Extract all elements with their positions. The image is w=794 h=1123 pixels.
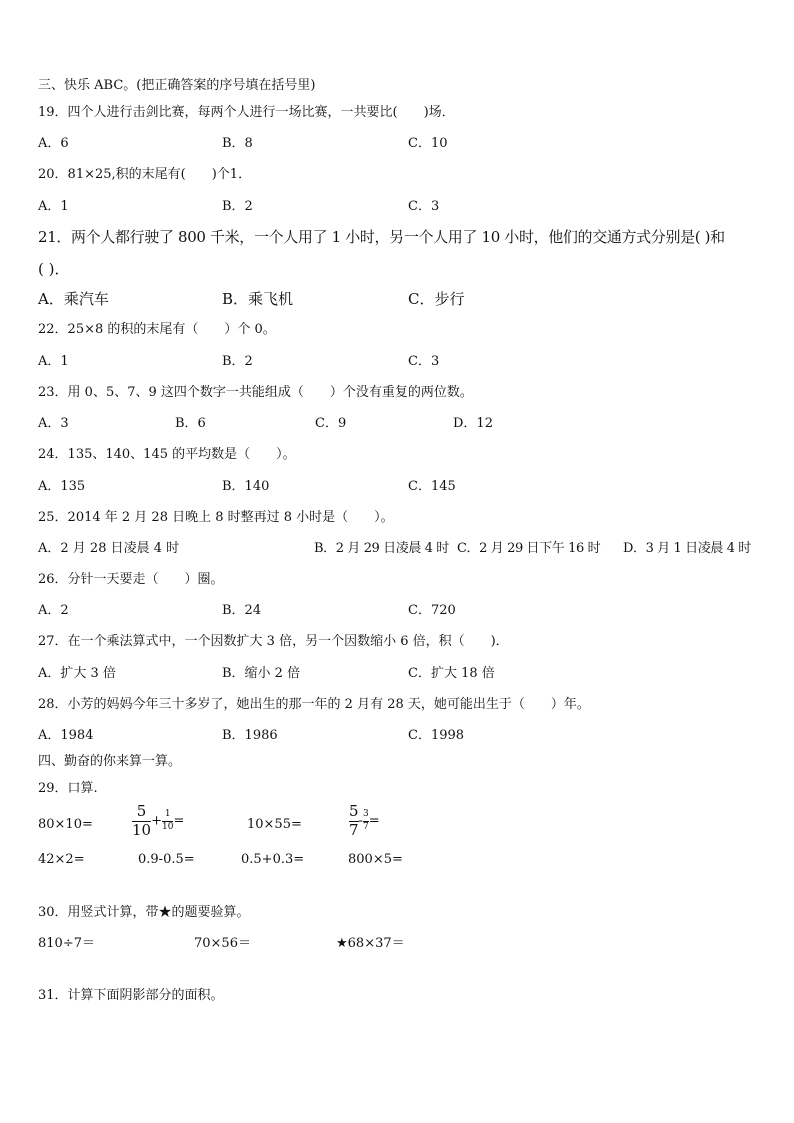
question-23-option-c: C．9 — [315, 416, 347, 431]
question-19-stem: 19．四个人进行击剑比赛，每两个人进行一场比赛，一共要比( )场． — [38, 105, 455, 120]
oral-calc-800x5: 800×5= — [348, 852, 403, 867]
question-28-option-b: B．1986 — [222, 728, 278, 743]
vertical-calc-810div7: 810÷7＝ — [38, 936, 95, 951]
question-22-stem: 22．25×8 的积的末尾有（ ）个 0。 — [38, 322, 276, 337]
question-23-option-d: D．12 — [453, 416, 493, 431]
question-24-option-a: A．135 — [38, 479, 86, 494]
oral-calc-0.5+0.3: 0.5+0.3= — [241, 852, 305, 867]
section-4-title: 四、勤奋的你来算一算。 — [38, 754, 182, 769]
question-31-stem: 31．计算下面阴影部分的面积。 — [38, 988, 224, 1003]
question-20-stem: 20．81×25,积的末尾有( )个1． — [38, 167, 252, 182]
question-19-option-a: A．6 — [38, 136, 69, 151]
question-25-option-b: B．2 月 29 日凌晨 4 时 — [314, 541, 449, 556]
question-30-stem: 30．用竖式计算，带★的题要验算。 — [38, 905, 250, 920]
question-24-option-c: C．145 — [408, 479, 456, 494]
question-24-option-b: B．140 — [222, 479, 270, 494]
question-26-option-a: A．2 — [38, 603, 69, 618]
question-22-option-c: C．3 — [408, 354, 440, 369]
question-21-option-a: A．乘汽车 — [38, 290, 109, 308]
oral-calc-80x10: 80×10= — [38, 817, 93, 832]
question-19-option-c: C．10 — [408, 136, 448, 151]
question-21-option-b: B．乘飞机 — [222, 290, 294, 308]
question-21-stem: 21．两个人都行驶了 800 千米，一个人用了 1 小时，另一个人用了 10 小时，他们的交通方式分别是( )和 — [38, 228, 725, 246]
question-26-option-c: C．720 — [408, 603, 456, 618]
vertical-calc-70x56: 70×56＝ — [194, 936, 251, 951]
question-20-option-c: C．3 — [408, 199, 440, 214]
question-27-stem: 27．在一个乘法算式中，一个因数扩大 3 倍，另一个因数缩小 6 倍，积（ )． — [38, 634, 509, 649]
question-23-option-a: A．3 — [38, 416, 69, 431]
oral-calc-fraction-difference: $\frac{5}{7}$ - $\frac{3}{7}$ = — [349, 802, 380, 839]
oral-calc-0.9-0.5: 0.9-0.5= — [138, 852, 195, 867]
question-22-option-a: A．1 — [38, 354, 69, 369]
vertical-calc-68x37-star: ★68×37＝ — [336, 936, 405, 951]
question-19-option-b: B．8 — [222, 136, 253, 151]
fraction-1-10: $\frac{1}{10}$ — [162, 809, 174, 832]
question-25-stem: 25．2014 年 2 月 28 日晚上 8 时整再过 8 小时是（ ）。 — [38, 510, 394, 525]
question-28-option-c: C．1998 — [408, 728, 465, 743]
question-23-option-b: B．6 — [175, 416, 206, 431]
fraction-5-7: $\frac{5}{7}$ — [349, 802, 359, 839]
question-23-stem: 23．用 0、5、7、9 这四个数字一共能组成（ ）个没有重复的两位数。 — [38, 385, 473, 400]
question-26-stem: 26．分针一天要走（ ）圈。 — [38, 572, 224, 587]
question-20-option-a: A．1 — [38, 199, 69, 214]
question-28-stem: 28．小芳的妈妈今年三十多岁了，她出生的那一年的 2 月有 28 天，她可能出生于（ ）年。 — [38, 697, 590, 712]
question-27-option-c: C．扩大 18 倍 — [408, 666, 495, 681]
question-25-option-a: A．2 月 28 日凌晨 4 时 — [38, 541, 180, 556]
question-28-option-a: A．1984 — [38, 728, 94, 743]
question-29-stem: 29．口算. — [38, 781, 98, 796]
question-27-option-a: A．扩大 3 倍 — [38, 666, 116, 681]
fraction-3-7: $\frac{3}{7}$ — [362, 809, 369, 832]
fraction-5-10: $\frac{5}{10}$ — [132, 802, 152, 839]
oral-calc-42x2: 42×2= — [38, 852, 85, 867]
question-22-option-b: B．2 — [222, 354, 253, 369]
question-26-option-b: B．24 — [222, 603, 262, 618]
section-3-title: 三、快乐 ABC。(把正确答案的序号填在括号里) — [38, 78, 316, 93]
question-20-option-b: B．2 — [222, 199, 253, 214]
question-21-option-c: C．步行 — [408, 290, 465, 308]
question-27-option-b: B．缩小 2 倍 — [222, 666, 301, 681]
oral-calc-fraction-sum: $\frac{5}{10}$ + $\frac{1}{10}$ = — [132, 802, 185, 839]
oral-calc-10x55: 10×55= — [247, 817, 302, 832]
question-24-stem: 24．135、140、145 的平均数是（ ）。 — [38, 447, 296, 462]
question-25-option-d: D．3 月 1 日凌晨 4 时 — [623, 541, 751, 556]
question-25-option-c: C．2 月 29 日下午 16 时 — [457, 541, 601, 556]
question-21-stem-continued: ( )． — [38, 260, 70, 278]
